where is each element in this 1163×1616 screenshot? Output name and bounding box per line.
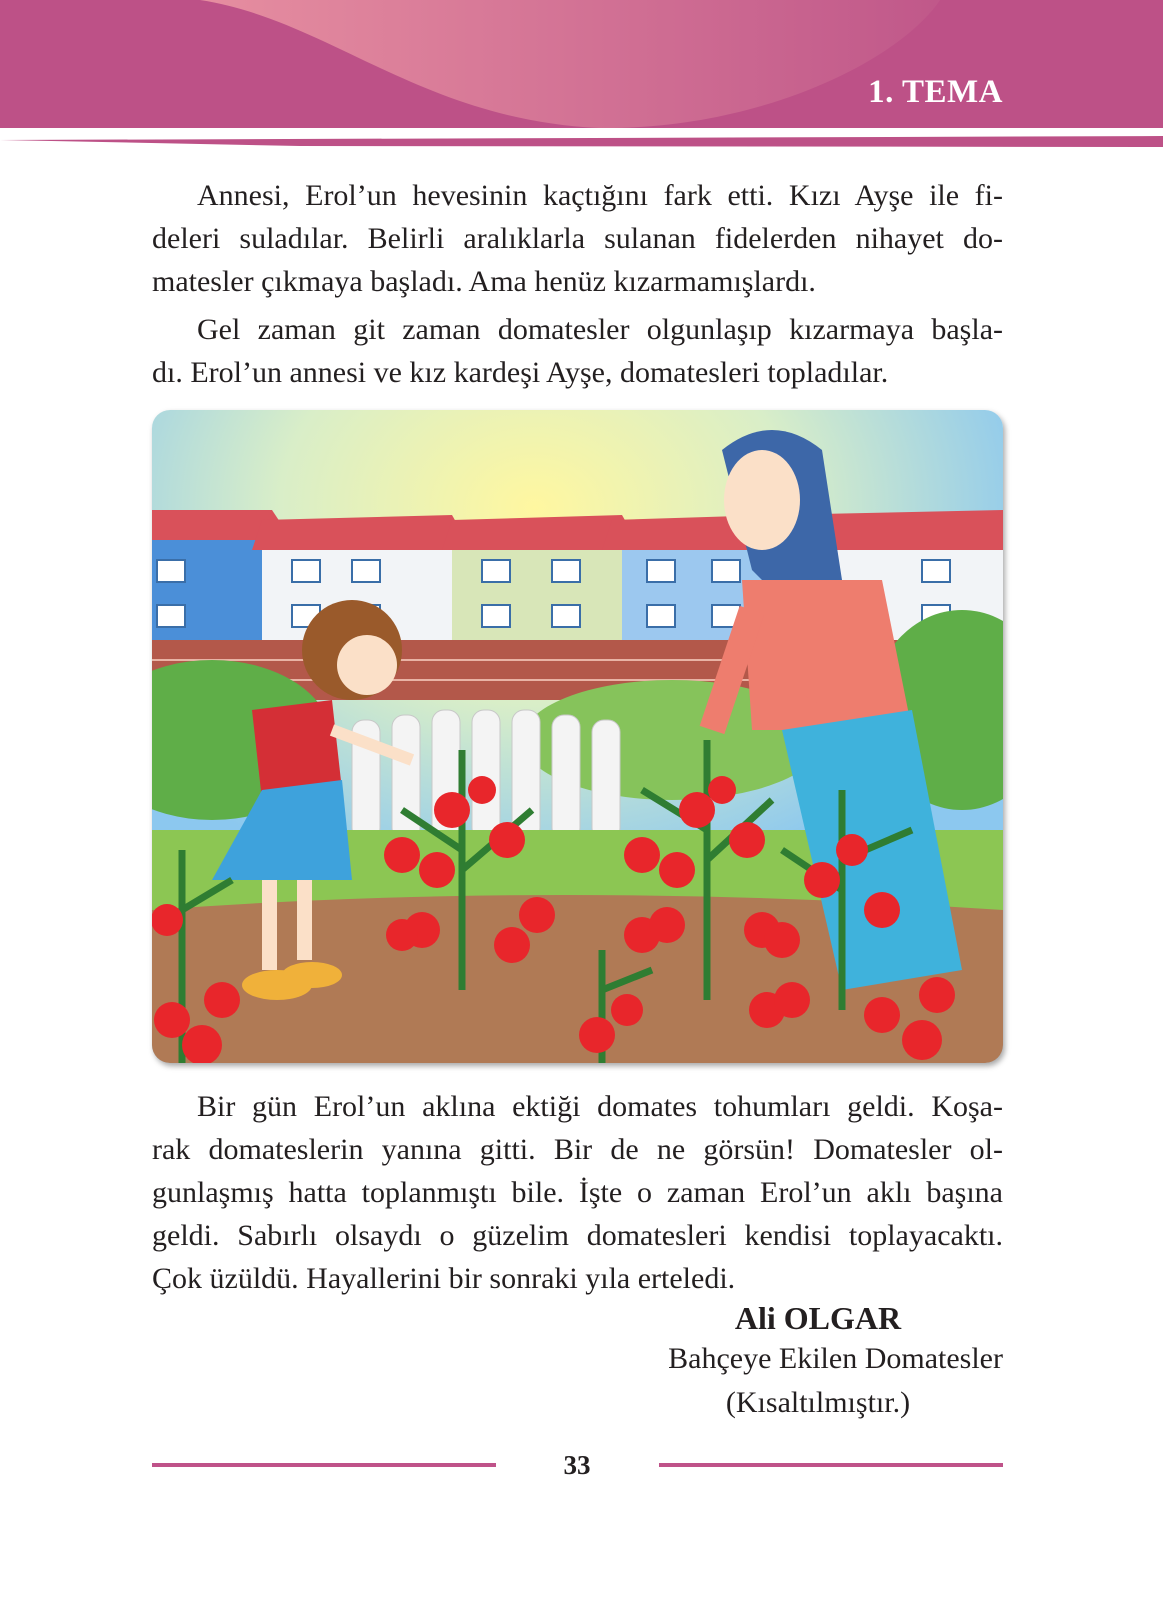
text-line: dı. Erol’un annesi ve kız kardeşi Ayşe, domatesleri topladılar. [152, 356, 889, 389]
page-number: 33 [563, 1450, 591, 1480]
text-line: Annesi, Erol’un hevesinin kaçtığını fark etti. Kızı Ayşe ile fi- [197, 179, 1003, 212]
page-header-banner [0, 0, 1163, 150]
footer-divider-right [659, 1463, 1003, 1467]
text-line: Çok üzüldü. Hayallerini bir sonraki yıla erteledi. [152, 1262, 736, 1295]
text-line: rak domateslerin yanına gitti. Bir de ne görsün! Domatesler ol- [152, 1133, 1003, 1166]
abridged-note: (Kısaltılmıştır.) [725, 1386, 911, 1419]
text-line: matesler çıkmaya başladı. Ama henüz kızarmamışlardı. [152, 265, 816, 298]
footer-divider-left [152, 1463, 496, 1467]
text-line: Bir gün Erol’un aklına ektiği domates tohumları geldi. Koşa- [197, 1090, 1003, 1123]
text-line: gunlaşmış hatta toplanmıştı bile. İşte o zaman Erol’un aklı başına [152, 1176, 1003, 1209]
text-line: geldi. Sabırlı olsaydı o güzelim domatesleri kendisi toplayacaktı. [152, 1219, 1003, 1252]
paragraph-1 [152, 174, 1003, 303]
author-name: Ali OLGAR [734, 1300, 902, 1336]
theme-label: 1. TEMA [868, 74, 1003, 110]
garden-illustration [152, 410, 1003, 1063]
text-line: deleri suladılar. Belirli aralıklarla sulanan fidelerden nihayet do- [152, 222, 1003, 255]
paragraph-2 [152, 308, 1003, 394]
paragraph-3 [152, 1085, 1003, 1300]
text-line: Gel zaman git zaman domatesler olgunlaşıp kızarmaya başla- [197, 313, 1003, 346]
source-title: Bahçeye Ekilen Domatesler [668, 1342, 1003, 1375]
